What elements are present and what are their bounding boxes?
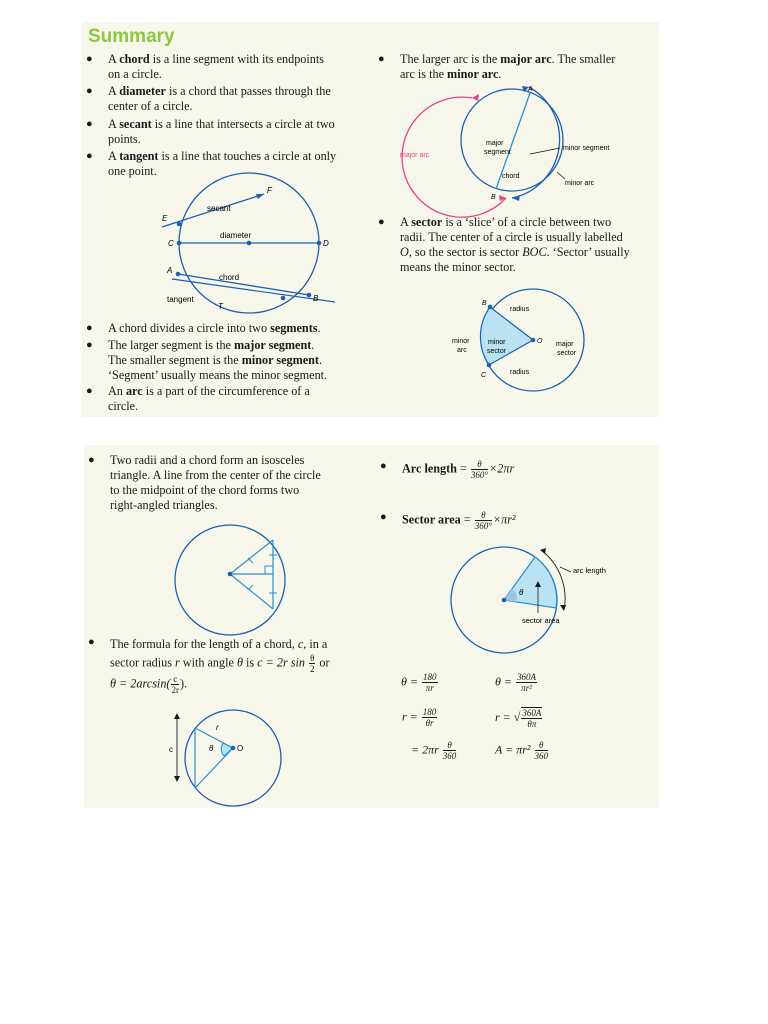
theta-label: θ: [519, 588, 524, 597]
label-O: O: [537, 338, 543, 345]
term-arc: arc: [125, 384, 143, 398]
text: is a line segment with its endpoints: [149, 52, 324, 66]
arrowhead: [174, 713, 180, 719]
label-B: B: [482, 300, 487, 307]
center-point: [247, 241, 252, 246]
numerator: θ: [310, 653, 315, 663]
arrowhead: [560, 605, 566, 611]
radius-line: [230, 540, 273, 574]
arrowhead: [540, 548, 546, 554]
text: , in a: [303, 637, 328, 651]
label-T: T: [218, 302, 223, 311]
term-major-arc: major arc: [500, 52, 552, 66]
radius-label-bottom: radius: [510, 369, 530, 376]
bullet-dot: ●: [88, 454, 95, 466]
text: θ =: [495, 674, 512, 689]
denominator: 360°: [474, 521, 492, 531]
text: with angle: [179, 655, 237, 670]
fraction: [443, 740, 457, 761]
fraction: [422, 707, 438, 728]
text: The larger segment is the: [108, 338, 235, 352]
circle-lines-diagram: [152, 187, 352, 317]
arrowhead: [499, 195, 506, 201]
text: is a line that touches a circle at only: [158, 149, 337, 163]
term-diameter: diameter: [119, 84, 166, 98]
denominator: πr: [425, 683, 434, 693]
text: center of a circle.: [108, 99, 193, 113]
term-minor-arc: minor arc: [447, 67, 499, 81]
text: c: [297, 637, 304, 651]
bullet-isosceles: [88, 453, 358, 515]
text: A: [400, 215, 412, 229]
chord-length-diagram: [169, 710, 289, 808]
center-point: [502, 598, 507, 603]
label-chord: chord: [219, 273, 240, 282]
pointer-line: [530, 148, 560, 154]
bullet-dot: ●: [86, 385, 93, 397]
formula-l: [411, 740, 457, 761]
text: An: [108, 384, 126, 398]
arrowhead: [256, 194, 264, 199]
major-sector-label-1: major: [556, 341, 574, 348]
bullet-dot: ●: [86, 85, 93, 97]
text: θ: [236, 655, 243, 670]
term-segments: segments: [270, 321, 318, 335]
sector-area-formula: ×πr²: [492, 512, 516, 527]
bullet-arc: [86, 384, 376, 416]
circle: [175, 525, 285, 635]
text: .: [311, 338, 315, 352]
text: on a circle.: [108, 67, 162, 81]
text: is a chord that passes through the: [165, 84, 331, 98]
arcsin-formula: θ = 2arcsin(: [110, 676, 171, 691]
text: sector radius: [110, 655, 175, 670]
point-C: [487, 363, 492, 368]
center-point: [228, 572, 233, 577]
minor-arc-curve: [512, 87, 560, 198]
sector-diagram: [444, 280, 604, 392]
numerator: 360A: [517, 672, 536, 682]
isosceles-diagram: [172, 525, 288, 637]
formulas-panel: [84, 445, 659, 808]
bullet-arc-length: [380, 459, 580, 481]
term-chord: chord: [119, 52, 150, 66]
arc-length-label: arc length: [573, 566, 606, 575]
label-c: c: [169, 745, 173, 754]
label-E: E: [162, 214, 168, 223]
center-point: [531, 338, 536, 343]
bullet-major-arc: [378, 52, 658, 84]
text: A: [108, 52, 120, 66]
label-F: F: [267, 186, 272, 195]
bullet-dot: ●: [86, 53, 93, 65]
bullet-diameter: [86, 84, 366, 116]
pointer-line: [560, 567, 571, 572]
fraction: [171, 674, 179, 695]
label-B: B: [491, 194, 496, 201]
text: radii. The center of a circle is usually labelled: [400, 230, 623, 244]
denominator: 2: [309, 664, 315, 674]
text: BOC: [522, 245, 547, 259]
text: is a line that intersects a circle at two: [151, 117, 335, 131]
fraction: [309, 653, 315, 674]
label-tangent: tangent: [167, 295, 194, 304]
sector-area-label: Sector area: [402, 512, 461, 527]
point-C: [177, 241, 182, 246]
bullet-dot: ●: [378, 53, 385, 65]
numerator: 180: [423, 672, 437, 682]
fraction: [475, 510, 492, 531]
right-angle-mark: [265, 566, 273, 574]
arrowhead: [174, 776, 180, 782]
text: circle.: [108, 399, 139, 413]
point-E: [177, 222, 182, 227]
label-A: A: [167, 266, 173, 275]
label-secant: secant: [207, 204, 231, 213]
text: is a part of the circumference of a: [142, 384, 310, 398]
text: The smaller segment is the: [108, 353, 242, 367]
label-D: D: [323, 239, 329, 248]
minor-sector-label-1: minor: [488, 339, 506, 346]
denominator: θπ: [527, 719, 537, 729]
bullet-dot: ●: [380, 511, 387, 523]
bullet-segments: [86, 321, 376, 337]
text: =: [456, 461, 470, 476]
tangent-line: [172, 279, 335, 302]
text: A = πr²: [495, 742, 531, 757]
minor-arc-label-2: arc: [457, 347, 467, 354]
text: one point.: [108, 164, 157, 178]
major-arc-label: major arc: [400, 152, 430, 159]
text: A: [108, 149, 120, 163]
formula-r-1: [402, 707, 438, 728]
sector-area-label: sector area: [522, 616, 560, 625]
text: The formula for the length of a chord,: [110, 637, 298, 651]
text: θ =: [401, 674, 418, 689]
text: A: [108, 84, 120, 98]
numerator: c: [173, 674, 178, 684]
term-major-segment: major segment: [234, 338, 312, 352]
text: .: [498, 67, 502, 81]
text: or: [316, 655, 330, 670]
numerator: θ: [475, 510, 492, 521]
major-sector-label-2: sector: [557, 350, 577, 357]
chord-formula: c = 2r sin: [257, 655, 306, 670]
pointer-line: [557, 172, 565, 179]
bullet-dot: ●: [86, 339, 93, 351]
arrowhead: [512, 195, 520, 201]
text: triangle. A line from the center of the circle: [110, 468, 321, 482]
term-tangent: tangent: [119, 149, 159, 163]
major-segment-label-1: major: [486, 140, 504, 147]
text: =: [460, 512, 474, 527]
numerator: 360A: [522, 708, 542, 718]
bullet-dot: ●: [380, 460, 387, 472]
label-diameter: diameter: [220, 231, 252, 240]
radius-label-top: radius: [510, 306, 530, 313]
bullet-dot: ●: [86, 322, 93, 334]
denominator: 360: [534, 751, 548, 761]
tick-mark: [248, 585, 253, 590]
text: r: [174, 655, 180, 670]
text: r =: [495, 709, 511, 724]
text: points.: [108, 132, 141, 146]
term-minor-segment: minor segment: [241, 353, 319, 367]
point-B: [307, 293, 312, 298]
bullet-dot: ●: [378, 216, 385, 228]
bullet-dot: ●: [86, 118, 93, 130]
fraction: [535, 740, 549, 761]
fraction: [516, 672, 537, 693]
formula-a: [495, 740, 549, 761]
bullet-chord-formula: [88, 635, 373, 695]
bullet-dot: ●: [86, 150, 93, 162]
text: .: [319, 353, 323, 367]
minor-arc-label-1: minor: [452, 338, 470, 345]
bullet-sector: [378, 215, 658, 277]
formula-theta-2: [495, 672, 538, 693]
fraction: [471, 459, 488, 480]
text: means the minor sector.: [400, 260, 516, 274]
point-A: [176, 272, 181, 277]
text: r =: [402, 709, 418, 724]
text: . ‘Sector’ usually: [546, 245, 630, 259]
text: The larger arc is the: [400, 52, 501, 66]
text: A: [108, 117, 120, 131]
label-A: A: [528, 86, 533, 93]
chord-line: [178, 274, 309, 295]
denominator: 360: [442, 751, 457, 761]
center-point: [231, 746, 236, 751]
text: right-angled triangles.: [110, 498, 218, 512]
minor-segment-label: minor segment: [563, 145, 610, 152]
major-segment-label-2: segment: [484, 149, 511, 156]
text: ).: [179, 676, 188, 691]
arc-length-label: Arc length: [402, 461, 457, 476]
label-C: C: [481, 372, 487, 379]
label-r: r: [216, 723, 219, 732]
arc-sector-diagram: [448, 545, 628, 653]
fraction: [422, 672, 438, 693]
text: , so the sector is sector: [408, 245, 523, 259]
text: = 2πr: [411, 742, 439, 757]
arc-length-formula: ×2πr: [489, 461, 515, 476]
formula-r-2: r = √ $\frac{360A}{\theta\pi}$: [495, 708, 542, 729]
bullet-sector-area: [380, 510, 580, 532]
numerator: θ: [443, 740, 457, 751]
formula-theta-1: [401, 672, 439, 693]
bullet-chord: [86, 52, 366, 84]
text: to the midpoint of the chord forms two: [110, 483, 300, 497]
text: is: [242, 655, 258, 670]
text: Two radii and a chord form an isosceles: [110, 453, 305, 467]
label-C: C: [168, 239, 174, 248]
tick-mark: [248, 558, 253, 563]
text: .: [317, 321, 321, 335]
text: . The smaller: [551, 52, 616, 66]
label-B: B: [313, 294, 319, 303]
label-theta: θ: [209, 744, 214, 753]
term-secant: secant: [119, 117, 152, 131]
chord-label: chord: [502, 173, 520, 180]
term-sector: sector: [411, 215, 443, 229]
bullet-secant: [86, 117, 366, 149]
bullet-dot: ●: [88, 636, 95, 648]
text: O: [400, 245, 409, 259]
circle: [185, 710, 281, 806]
text: ‘Segment’ usually means the minor segment.: [108, 368, 328, 382]
numerator: θ: [471, 459, 488, 470]
point-B: [488, 305, 493, 310]
text: arc is the: [400, 67, 448, 81]
arrowhead: [472, 94, 479, 101]
minor-sector-label-2: sector: [487, 348, 507, 355]
minor-arc-label: minor arc: [565, 180, 595, 187]
minor-sector-shape: [480, 307, 533, 365]
numerator: 180: [422, 707, 437, 717]
summary-title: Summary: [88, 26, 175, 47]
denominator: πr²: [521, 683, 532, 693]
denominator: 360°: [470, 470, 489, 480]
point-T: [281, 296, 286, 301]
label-O: O: [237, 744, 244, 753]
text: A chord divides a circle into two: [108, 321, 271, 335]
radius-line: [230, 574, 273, 609]
denominator: 2r: [171, 685, 179, 695]
arcs-segments-diagram: [400, 82, 630, 200]
bullet-major-segment: [86, 338, 376, 384]
summary-panel: [82, 22, 659, 417]
point-D: [317, 241, 322, 246]
numerator: θ: [535, 740, 549, 751]
radius-line: [195, 748, 233, 788]
text: is a ‘slice’ of a circle between two: [442, 215, 612, 229]
denominator: θr: [425, 718, 434, 728]
fraction: [521, 707, 542, 729]
